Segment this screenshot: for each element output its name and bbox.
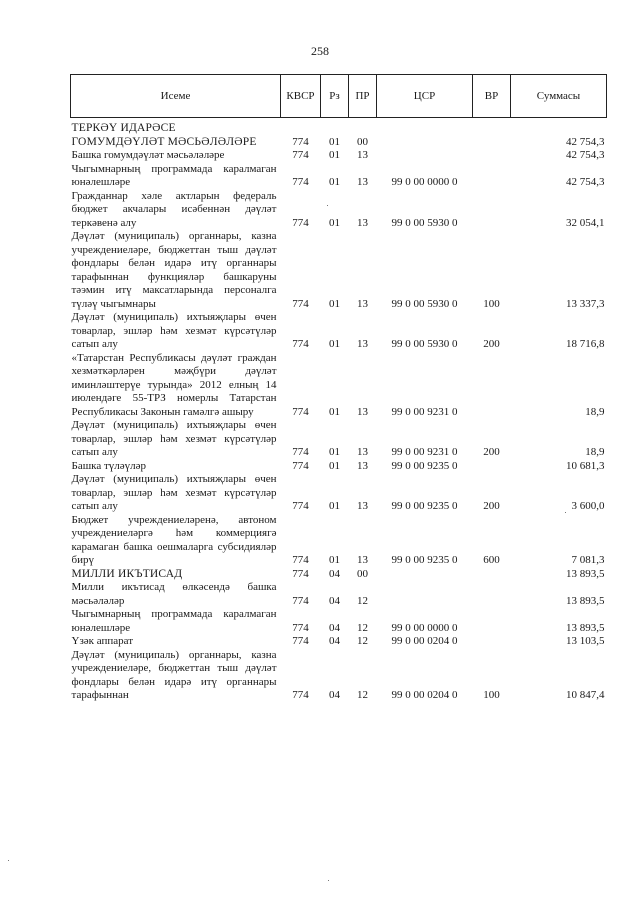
table-row [71, 460, 607, 474]
row-pr: 13 [357, 459, 368, 472]
row-pr: 12 [357, 594, 368, 607]
row-kvsr: 774 [292, 216, 309, 229]
header-sum: Суммасы [511, 75, 607, 118]
row-csr: 99 0 00 9235 0 [391, 500, 458, 512]
table-body [71, 118, 607, 703]
row-rz: 01 [329, 216, 340, 229]
row-rz: 04 [329, 689, 340, 701]
row-name: Дәүләт (муниципаль) органнары, казна учреждениеләре, бюджеттан тыш дәүләт фондлары белән идарә итү органнары тарафыннан функцияләр башкаруны тәэмин итү максатларында персоналга түләү чыгымнары [71, 230, 277, 310]
row-vr [473, 163, 511, 190]
table-row [71, 568, 607, 582]
row-sum: 7 081,3 [571, 554, 605, 566]
row-name: Чыгымнарның программада каралмаган юнәлешләре [71, 162, 277, 188]
table-row [71, 419, 607, 460]
row-name: Бюджет учреждениеләренә, автоном учреждениеләргә һәм коммерциягә карамаган башка оешмаларга субсидияләр бирү [71, 513, 277, 566]
row-pr: 13 [357, 297, 368, 310]
row-rz: 04 [329, 621, 340, 634]
table-row [71, 136, 607, 150]
row-pr [349, 122, 377, 136]
row-kvsr: 774 [292, 500, 309, 512]
table-row [71, 190, 607, 231]
table-row [71, 581, 607, 608]
row-csr: 99 0 00 9231 0 [391, 446, 458, 458]
row-kvsr: 774 [292, 621, 309, 634]
row-csr: 99 0 00 0000 0 [391, 176, 458, 188]
row-sum: 13 337,3 [566, 297, 605, 310]
row-csr: 99 0 00 9231 0 [391, 405, 458, 418]
header-rz: Рз [321, 75, 349, 118]
row-name: МИЛЛИ ИКЪТИСАД [71, 567, 183, 580]
table-row [71, 163, 607, 190]
row-vr: 200 [483, 446, 500, 458]
row-kvsr: 774 [292, 594, 309, 607]
row-vr [473, 568, 511, 582]
row-rz: 04 [329, 594, 340, 607]
row-csr [377, 136, 473, 150]
table-header [71, 75, 607, 118]
budget-table [70, 74, 607, 703]
header-vr: ВР [473, 75, 511, 118]
row-sum: 18 716,8 [566, 338, 605, 350]
row-kvsr: 774 [292, 297, 309, 310]
row-rz: 01 [329, 500, 340, 512]
row-sum: 42 754,3 [566, 176, 605, 188]
row-pr: 12 [357, 621, 368, 634]
row-sum: 3 600,0 [571, 500, 605, 512]
header-pr: ПР [349, 75, 377, 118]
row-vr [473, 460, 511, 474]
row-csr [377, 122, 473, 136]
row-kvsr: 774 [292, 135, 309, 148]
row-pr: 12 [357, 635, 368, 647]
row-csr: 99 0 00 0204 0 [391, 689, 458, 701]
row-pr: 13 [357, 405, 368, 418]
row-rz [321, 122, 349, 136]
row-name: Милли икътисад өлкәсендә башка мәсьәләләр [71, 581, 277, 607]
row-name: Дәүләт (муниципаль) ихтыяҗлары өчен товарлар, эшләр һәм хезмәт күрсәтүләр сатып алу [71, 311, 277, 350]
table-row [71, 352, 607, 420]
row-rz: 01 [329, 176, 340, 188]
row-rz: 01 [329, 554, 340, 566]
row-csr: 99 0 00 9235 0 [391, 554, 458, 566]
row-rz: 01 [329, 135, 340, 148]
table-row [71, 230, 607, 311]
row-vr: 200 [483, 338, 500, 350]
row-sum: 18,9 [585, 405, 605, 418]
row-name: ГОМУМДӘҮЛӘТ МӘСЬӘЛӘЛӘРЕ [71, 135, 257, 148]
row-sum: 10 847,4 [566, 689, 605, 701]
row-sum: 42 754,3 [566, 135, 605, 148]
scan-speck [8, 860, 9, 861]
row-name: Дәүләт (муниципаль) ихтыяҗлары өчен товарлар, эшләр һәм хезмәт күрсәтүләр сатып алу [71, 473, 277, 512]
header-name: Исеме [71, 75, 281, 118]
row-vr: 100 [483, 689, 500, 701]
row-pr: 13 [357, 176, 368, 188]
row-kvsr: 774 [292, 567, 309, 580]
row-name: Үзәк аппарат [71, 635, 134, 647]
row-vr [473, 149, 511, 163]
row-csr: 99 0 00 9235 0 [391, 459, 458, 472]
table-row [71, 514, 607, 568]
row-rz: 01 [329, 459, 340, 472]
table-row [71, 149, 607, 163]
row-pr: 13 [357, 554, 368, 566]
row-sum [511, 122, 607, 136]
row-name: Башка гомумдәүләт мәсьәләләре [71, 149, 225, 161]
row-rz: 04 [329, 567, 340, 580]
row-rz: 01 [329, 405, 340, 418]
row-sum: 10 681,3 [566, 459, 605, 472]
row-pr: 13 [357, 446, 368, 458]
row-kvsr: 774 [292, 446, 309, 458]
page-number: 258 [311, 44, 329, 58]
row-sum: 32 054,1 [566, 216, 605, 229]
row-pr: 00 [357, 567, 368, 580]
row-csr: 99 0 00 0000 0 [391, 621, 458, 634]
row-kvsr: 774 [292, 149, 309, 161]
row-kvsr: 774 [292, 689, 309, 701]
row-sum: 13 893,5 [566, 594, 605, 607]
table-row [71, 122, 607, 136]
row-name: Дәүләт (муниципаль) органнары, казна учреждениеләре, бюджеттан тыш дәүләт фондлары белән идарә итү органнары тарафыннан [71, 648, 277, 701]
row-csr: 99 0 00 0204 0 [391, 635, 458, 647]
row-pr: 13 [357, 338, 368, 350]
row-vr [473, 581, 511, 608]
row-name: «Татарстан Республикасы дәүләт граждан хезмәткәрләрен мәҗбүри дәүләт иминләштерүе турында» 2012 елның 14 июлендәге 55-ТРЗ номерлы Татарстан Республикасы Законын гамәлгә ашыру [71, 351, 277, 418]
header-csr: ЦСР [377, 75, 473, 118]
row-vr [473, 635, 511, 649]
scan-speck [327, 205, 328, 206]
row-sum: 13 103,5 [566, 635, 605, 647]
row-name: Дәүләт (муниципаль) ихтыяҗлары өчен товарлар, эшләр һәм хезмәт күрсәтүләр сатып алу [71, 419, 277, 458]
row-kvsr: 774 [292, 635, 309, 647]
row-rz: 01 [329, 297, 340, 310]
row-csr: 99 0 00 5930 0 [391, 338, 458, 350]
table-row [71, 608, 607, 635]
row-kvsr: 774 [292, 459, 309, 472]
row-vr [473, 352, 511, 420]
row-kvsr: 774 [292, 338, 309, 350]
row-pr: 00 [357, 135, 368, 148]
row-pr: 13 [357, 216, 368, 229]
row-pr: 13 [357, 500, 368, 512]
row-rz: 01 [329, 446, 340, 458]
row-vr: 200 [483, 500, 500, 512]
row-pr: 13 [357, 149, 368, 161]
row-sum: 13 893,5 [566, 567, 605, 580]
row-vr: 600 [483, 554, 500, 566]
table-row [71, 473, 607, 514]
row-sum: 42 754,3 [566, 149, 605, 161]
row-name: ТЕРКӘҮ ИДАРӘСЕ [71, 122, 176, 134]
row-name: Гражданнар хәле актларын федераль бюджет акчалары исәбеннән дәүләт теркәвенә алу [71, 189, 277, 229]
scan-speck [565, 512, 566, 513]
row-pr: 12 [357, 689, 368, 701]
row-vr [473, 608, 511, 635]
scan-speck [328, 880, 329, 881]
row-sum: 18,9 [585, 446, 605, 458]
row-csr [377, 149, 473, 163]
row-rz: 01 [329, 149, 340, 161]
row-csr: 99 0 00 5930 0 [391, 216, 458, 229]
row-rz: 04 [329, 635, 340, 647]
header-kvsr: КВСР [281, 75, 321, 118]
table-row [71, 635, 607, 649]
row-kvsr: 774 [292, 176, 309, 188]
row-csr [377, 581, 473, 608]
row-name: Башка түләүләр [71, 459, 147, 472]
table-row [71, 649, 607, 703]
table-row [71, 311, 607, 352]
row-rz: 01 [329, 338, 340, 350]
row-name: Чыгымнарның программада каралмаган юнәлешләре [71, 608, 277, 634]
row-vr [473, 190, 511, 231]
row-vr [473, 122, 511, 136]
row-kvsr: 774 [292, 554, 309, 566]
row-sum: 13 893,5 [566, 621, 605, 634]
row-kvsr [281, 122, 321, 136]
row-vr [473, 136, 511, 150]
row-csr [377, 568, 473, 582]
row-csr: 99 0 00 5930 0 [391, 297, 458, 310]
row-kvsr: 774 [292, 405, 309, 418]
row-vr: 100 [483, 297, 500, 310]
